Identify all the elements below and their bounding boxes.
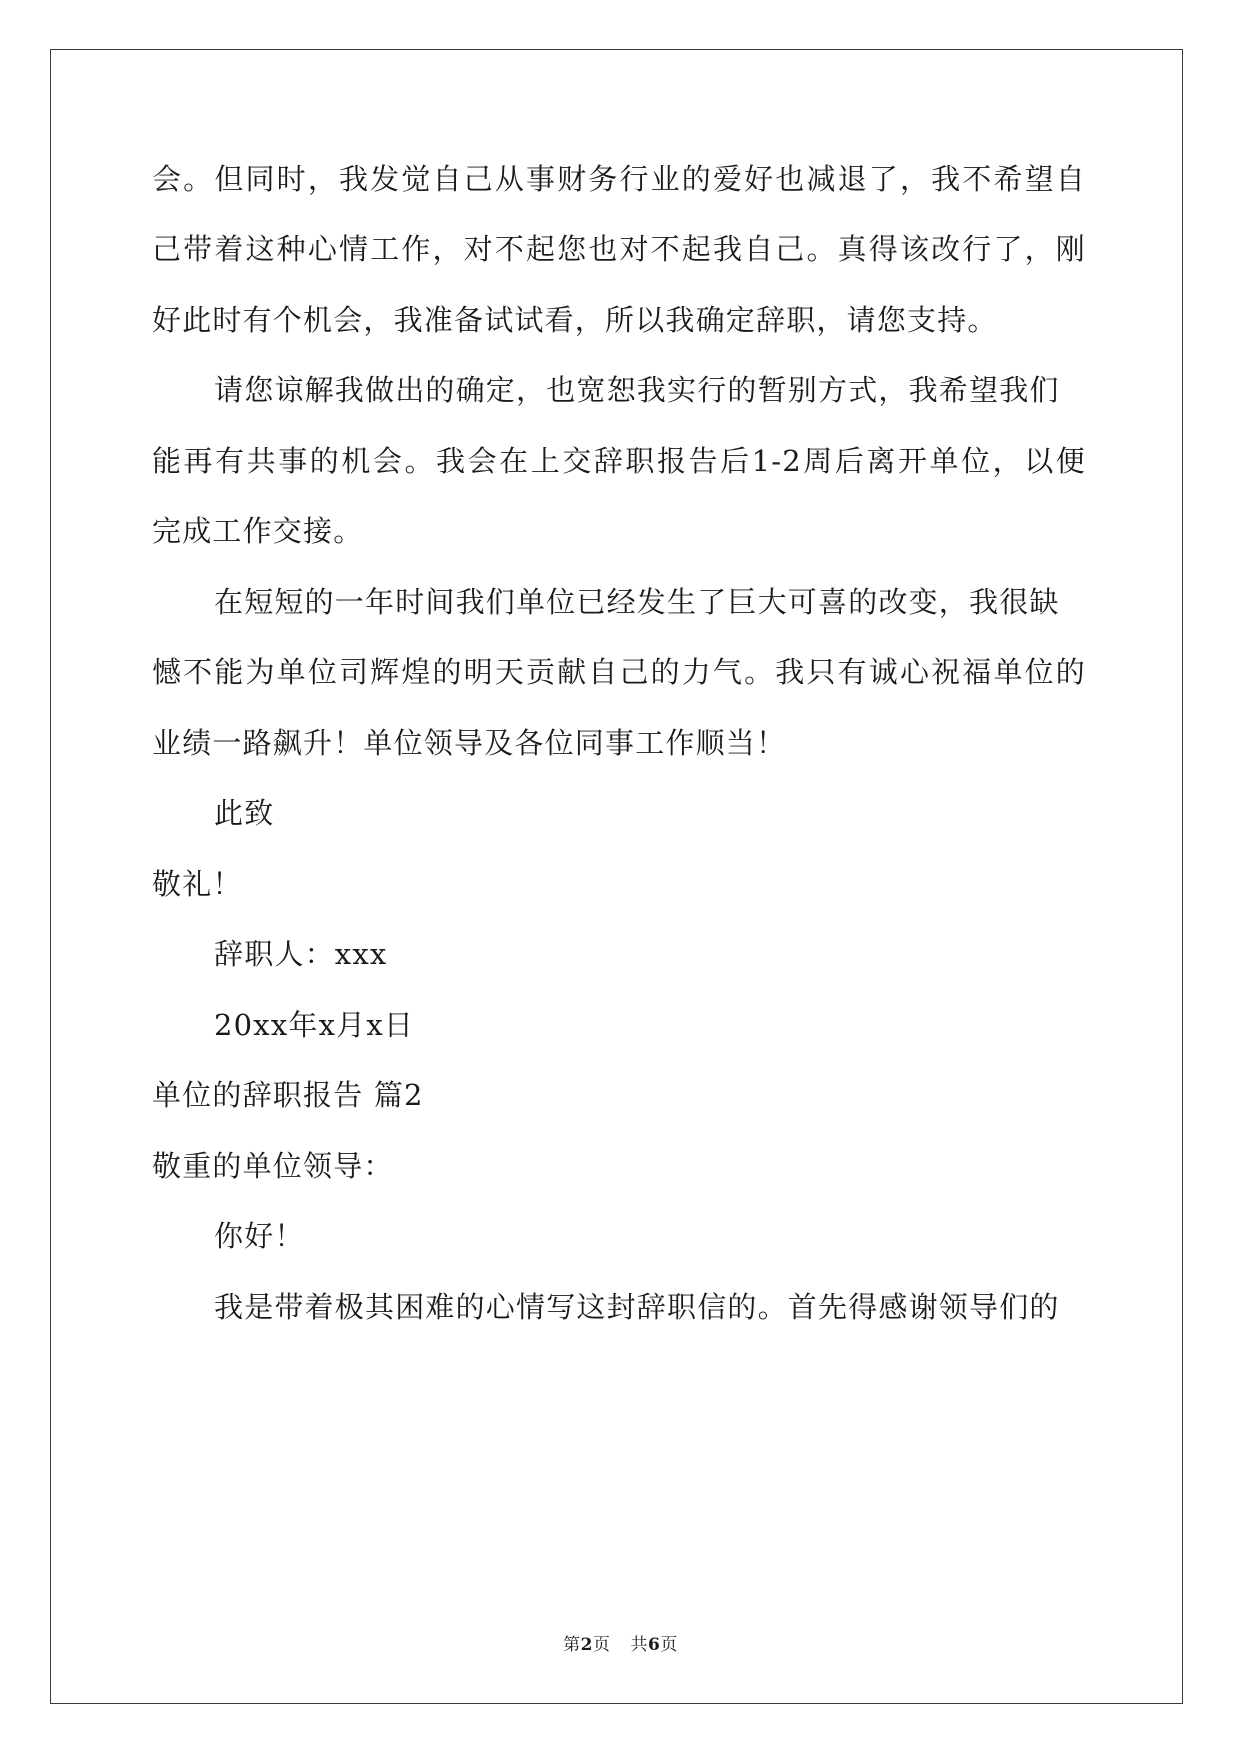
total-unit: 页 bbox=[660, 1635, 678, 1655]
signature-line: 辞职人：xxx bbox=[214, 937, 388, 971]
paragraph-start-line: 在短短的一年时间我们单位已经发生了巨大可喜的改变，我很缺 bbox=[214, 585, 1060, 619]
closing-salutation: 此致 bbox=[214, 796, 275, 830]
greeting-hello: 你好！ bbox=[214, 1219, 305, 1253]
closing-regards: 敬礼！ bbox=[152, 867, 243, 901]
page-unit: 页 bbox=[593, 1635, 611, 1655]
page-footer bbox=[0, 1630, 1241, 1655]
total-prefix: 共 bbox=[630, 1635, 648, 1655]
section-heading: 单位的辞职报告 篇2 bbox=[152, 1078, 424, 1112]
date-line: 20xx年x月x日 bbox=[214, 1008, 415, 1042]
total-page-number: 6 bbox=[648, 1635, 661, 1655]
current-page-number: 2 bbox=[580, 1635, 593, 1655]
body-line: 业绩一路飙升！单位领导及各位同事工作顺当！ bbox=[152, 726, 787, 760]
paragraph-start-line: 我是带着极其困难的心情写这封辞职信的。首先得感谢领导们的 bbox=[214, 1290, 1060, 1324]
body-line: 能再有共事的机会。我会在上交辞职报告后1-2周后离开单位，以便 bbox=[152, 444, 1086, 478]
body-line: 好此时有个机会，我准备试试看，所以我确定辞职，请您支持。 bbox=[152, 303, 998, 337]
greeting-line: 敬重的单位领导： bbox=[152, 1149, 394, 1183]
body-line: 会。但同时，我发觉自己从事财务行业的爱好也减退了，我不希望自 bbox=[152, 162, 1086, 196]
body-line: 憾不能为单位司辉煌的明天贡献自己的力气。我只有诚心祝福单位的 bbox=[152, 655, 1086, 689]
body-line: 完成工作交接。 bbox=[152, 514, 364, 548]
page-prefix: 第 bbox=[563, 1635, 581, 1655]
paragraph-start-line: 请您谅解我做出的确定，也宽恕我实行的暂别方式，我希望我们 bbox=[214, 373, 1060, 407]
body-line: 己带着这种心情工作，对不起您也对不起我自己。真得该改行了，刚 bbox=[152, 232, 1086, 266]
